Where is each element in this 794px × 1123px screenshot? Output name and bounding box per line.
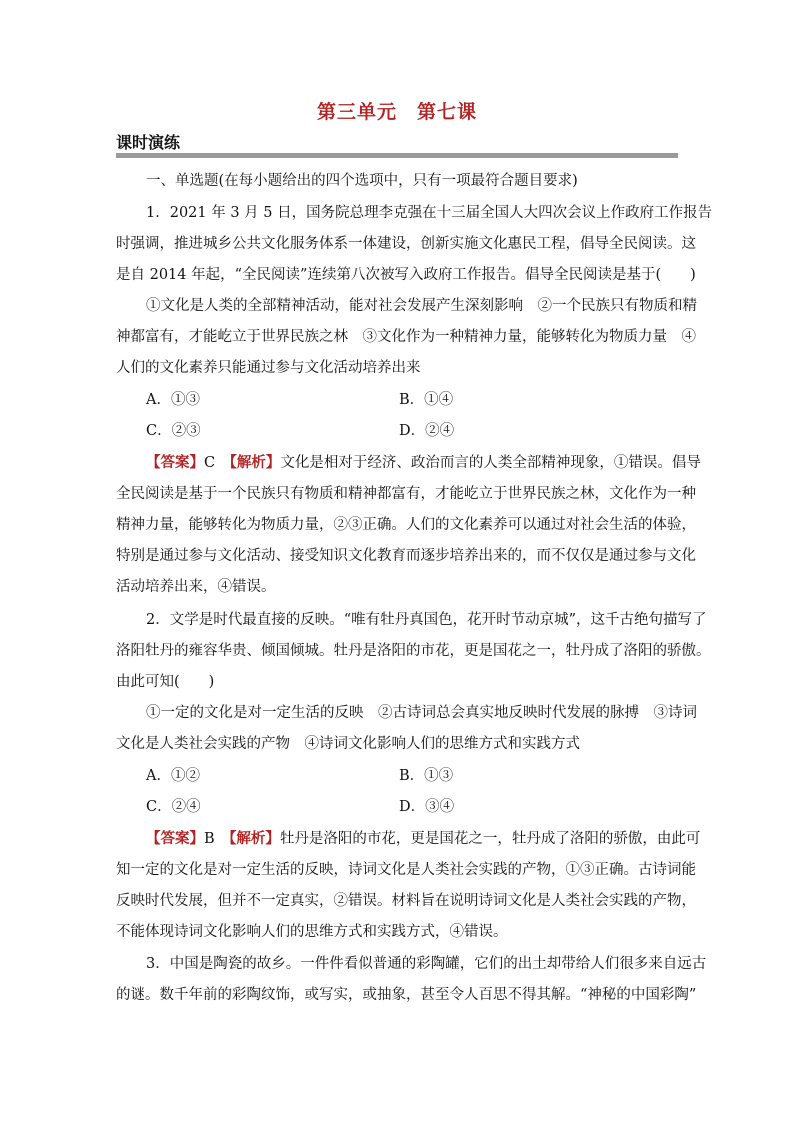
q2-stem-line-1: 2．文学是时代最直接的反映。“唯有牡丹真国色，花开时节动京城”，这千古绝句描写了 [146,612,707,628]
section-divider [116,153,678,158]
q2-analysis-line-4: 不能体现诗词文化影响人们的思维方式和实践方式，④错误。 [116,924,508,940]
q1-stem-line-1: 1．2021 年 3 月 5 日，国务院总理李克强在十三届全国人大四次会议上作政府工作报告 [146,205,713,221]
q2-answer-value: B [204,831,215,847]
q2-option-a: A．①② [146,768,200,784]
answer-tag: 【答案】 [146,830,204,847]
q1-analysis-line-2: 全民阅读是基于一个民族只有物质和精神都富有，才能屹立于世界民族之林，文化作为一种 [116,486,696,502]
q2-statement-line-1: ①一定的文化是对一定生活的反映 ②古诗词总会真实地反映时代发展的脉搏 ③诗词 [146,705,697,721]
q2-analysis-line-3: 反映时代发展，但并不一定真实，②错误。材料旨在说明诗词文化是人类社会实践的产物， [116,893,696,909]
q1-analysis-line-5: 活动培养出来，④错误。 [116,579,276,595]
q1-analysis-line-3: 精神力量，能够转化为物质力量，②③正确。人们的文化素养可以通过对社会生活的体验， [116,517,696,533]
q2-answer-line [146,829,716,849]
q1-answer-line [146,453,716,473]
q1-option-d: D．②④ [399,423,455,439]
q1-option-c: C．②③ [146,423,201,439]
q1-analysis-start: 文化是相对于经济、政治而言的人类全部精神现象，①错误。倡导 [280,455,701,471]
answer-tag: 【答案】 [146,454,204,471]
q1-stem-line-3: 是自 2014 年起，“全民阅读”连续第八次被写入政府工作报告。倡导全民阅读是基于( ) [116,267,696,283]
analysis-tag: 【解析】 [229,830,280,847]
analysis-tag: 【解析】 [229,454,281,471]
q2-analysis-start: 牡丹是洛阳的市花，更是国花之一，牡丹成了洛阳的骄傲，由此可 [279,831,701,847]
q1-statement-line-3: 人们的文化素养只能通过参与文化活动培养出来 [116,360,421,376]
q2-option-c: C．②④ [146,799,201,815]
q1-statement-line-2: 神都富有，才能屹立于世界民族之林 ③文化作为一种精神力量，能够转化为物质力量 ④ [116,329,696,345]
q2-analysis-line-2: 知一定的文化是对一定生活的反映，诗词文化是人类社会实践的产物，①③正确。古诗词能 [116,862,696,878]
section-heading: 课时演练 [116,133,181,152]
q1-option-a: A．①③ [146,392,200,408]
q1-answer-value: C [204,455,216,471]
page-title: 第三单元 第七课 [316,101,477,123]
q2-stem-line-2: 洛阳牡丹的雍容华贵、倾国倾城。牡丹是洛阳的市花，更是国花之一，牡丹成了洛阳的骄傲。 [116,643,711,659]
q2-statement-line-2: 文化是人类社会实践的产物 ④诗词文化影响人们的思维方式和实践方式 [116,736,580,752]
q1-analysis-line-4: 特别是通过参与文化活动、接受知识文化教育而逐步培养出来的，而不仅仅是通过参与文化 [116,548,696,564]
q3-stem-line-2: 的谜。数千年前的彩陶纹饰，或写实，或抽象，甚至令人百思不得其解。“神秘的中国彩陶” [116,987,697,1003]
q2-option-b: B．①③ [399,768,454,784]
q3-stem-line-1: 3．中国是陶瓷的故乡。一件件看似普通的彩陶罐，它们的出土却带给人们很多来自远古 [146,956,707,972]
q2-option-d: D．③④ [399,799,455,815]
q2-stem-line-3: 由此可知( ) [116,674,215,690]
q1-statement-line-1: ①文化是人类的全部精神活动，能对社会发展产生深刻影响 ②一个民族只有物质和精 [146,298,697,314]
q1-stem-line-2: 时强调，推进城乡公共文化服务体系一体建设，创新实施文化惠民工程，倡导全民阅读。这 [116,236,696,252]
instructions: 一、单选题(在每小题给出的四个选项中，只有一项最符合题目要求) [146,173,578,189]
q1-option-b: B．①④ [399,392,454,408]
